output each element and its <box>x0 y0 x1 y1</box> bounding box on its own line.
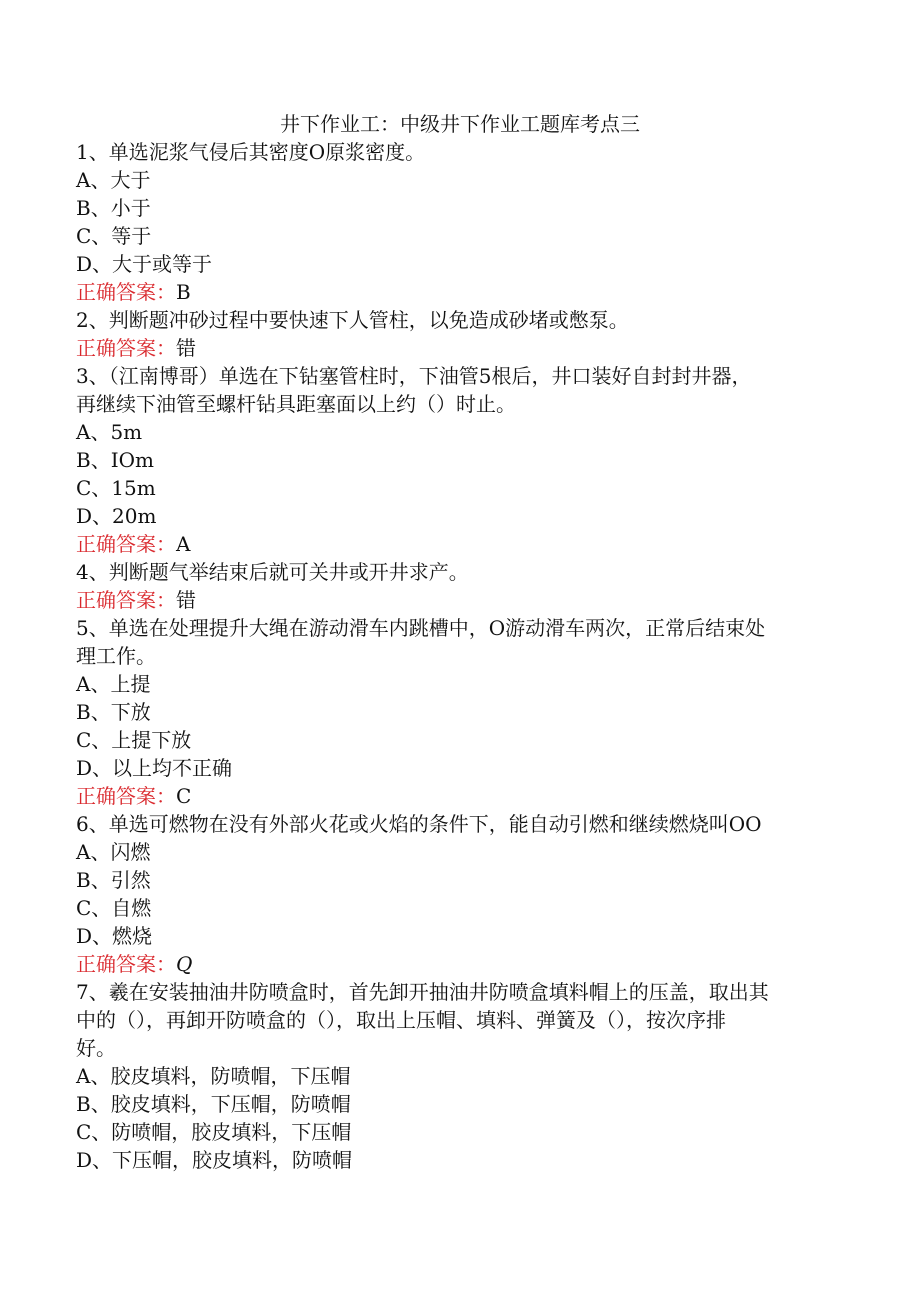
question-2 <box>76 306 836 362</box>
question-3 <box>76 362 836 558</box>
answer-line <box>76 334 836 362</box>
answer-label: 正确答案： <box>76 280 176 304</box>
question-option: A、上提 <box>76 672 151 696</box>
question-option: A、大于 <box>76 168 151 192</box>
question-stem: 理工作。 <box>76 644 156 668</box>
question-option: D、大于或等于 <box>76 252 213 276</box>
question-7 <box>76 978 836 1174</box>
question-option: A、胶皮填料，防喷帽，下压帽 <box>76 1064 351 1088</box>
question-option: C、防喷帽，胶皮填料，下压帽 <box>76 1120 352 1144</box>
question-option: C、上提下放 <box>76 728 192 752</box>
question-option: A、5m <box>76 420 143 444</box>
question-option: B、引然 <box>76 868 151 892</box>
question-stem: 7、羲在安装抽油井防喷盒时，首先卸开抽油井防喷盒填料帽上的压盖，取出其 <box>76 980 769 1004</box>
question-option: B、下放 <box>76 700 151 724</box>
answer-line <box>76 586 836 614</box>
question-stem: 5、单选在处理提升大绳在游动滑车内跳槽中，O游动滑车两次，正常后结束处 <box>76 616 766 640</box>
question-1 <box>76 138 836 306</box>
question-option: B、胶皮填料，下压帽，防喷帽 <box>76 1092 351 1116</box>
answer-label: 正确答案： <box>76 532 176 556</box>
question-list <box>76 138 836 1174</box>
question-stem: 3、（江南博哥）单选在下钻塞管柱时，下油管5根后，井口装好自封封井器， <box>76 364 752 388</box>
question-option: B、IOm <box>76 448 154 472</box>
page-title: 井下作业工：中级井下作业工题库考点三 <box>280 112 640 136</box>
question-option: D、以上均不正确 <box>76 756 233 780</box>
answer-label: 正确答案： <box>76 784 176 808</box>
question-stem: 好。 <box>76 1036 116 1060</box>
answer-line <box>76 278 836 306</box>
answer-value: B <box>176 280 191 304</box>
answer-value: Q <box>176 952 193 976</box>
question-5 <box>76 614 836 810</box>
question-option: B、小于 <box>76 196 151 220</box>
answer-label: 正确答案： <box>76 588 176 612</box>
question-stem: 中的（），再卸开防喷盒的（），取出上压帽、填料、弹簧及（），按次序排 <box>76 1008 726 1032</box>
answer-label: 正确答案： <box>76 952 176 976</box>
answer-line <box>76 530 836 558</box>
question-stem: 再继续下油管至螺杆钻具距塞面以上约（）时止。 <box>76 392 516 416</box>
answer-value: C <box>176 784 192 808</box>
answer-value: 错 <box>176 336 196 360</box>
question-stem: 2、判断题冲砂过程中要快速下人管柱，以免造成砂堵或憋泵。 <box>76 308 629 332</box>
question-option: C、15m <box>76 476 156 500</box>
question-option: D、下压帽，胶皮填料，防喷帽 <box>76 1148 353 1172</box>
question-option: C、自燃 <box>76 896 152 920</box>
question-stem: 4、判断题气举结束后就可关井或开井求产。 <box>76 560 469 584</box>
question-6 <box>76 810 836 978</box>
answer-value: A <box>176 532 191 556</box>
answer-label: 正确答案： <box>76 336 176 360</box>
question-stem: 6、单选可燃物在没有外部火花或火焰的条件下，能自动引燃和继续燃烧叫OO <box>76 812 762 836</box>
question-4 <box>76 558 836 614</box>
question-option: D、燃烧 <box>76 924 153 948</box>
question-option: A、闪燃 <box>76 840 151 864</box>
question-option: C、等于 <box>76 224 152 248</box>
answer-value: 错 <box>176 588 196 612</box>
answer-line <box>76 950 836 978</box>
answer-line <box>76 782 836 810</box>
question-option: D、20m <box>76 504 157 528</box>
question-stem: 1、单选泥浆气侵后其密度O原浆密度。 <box>76 140 426 164</box>
